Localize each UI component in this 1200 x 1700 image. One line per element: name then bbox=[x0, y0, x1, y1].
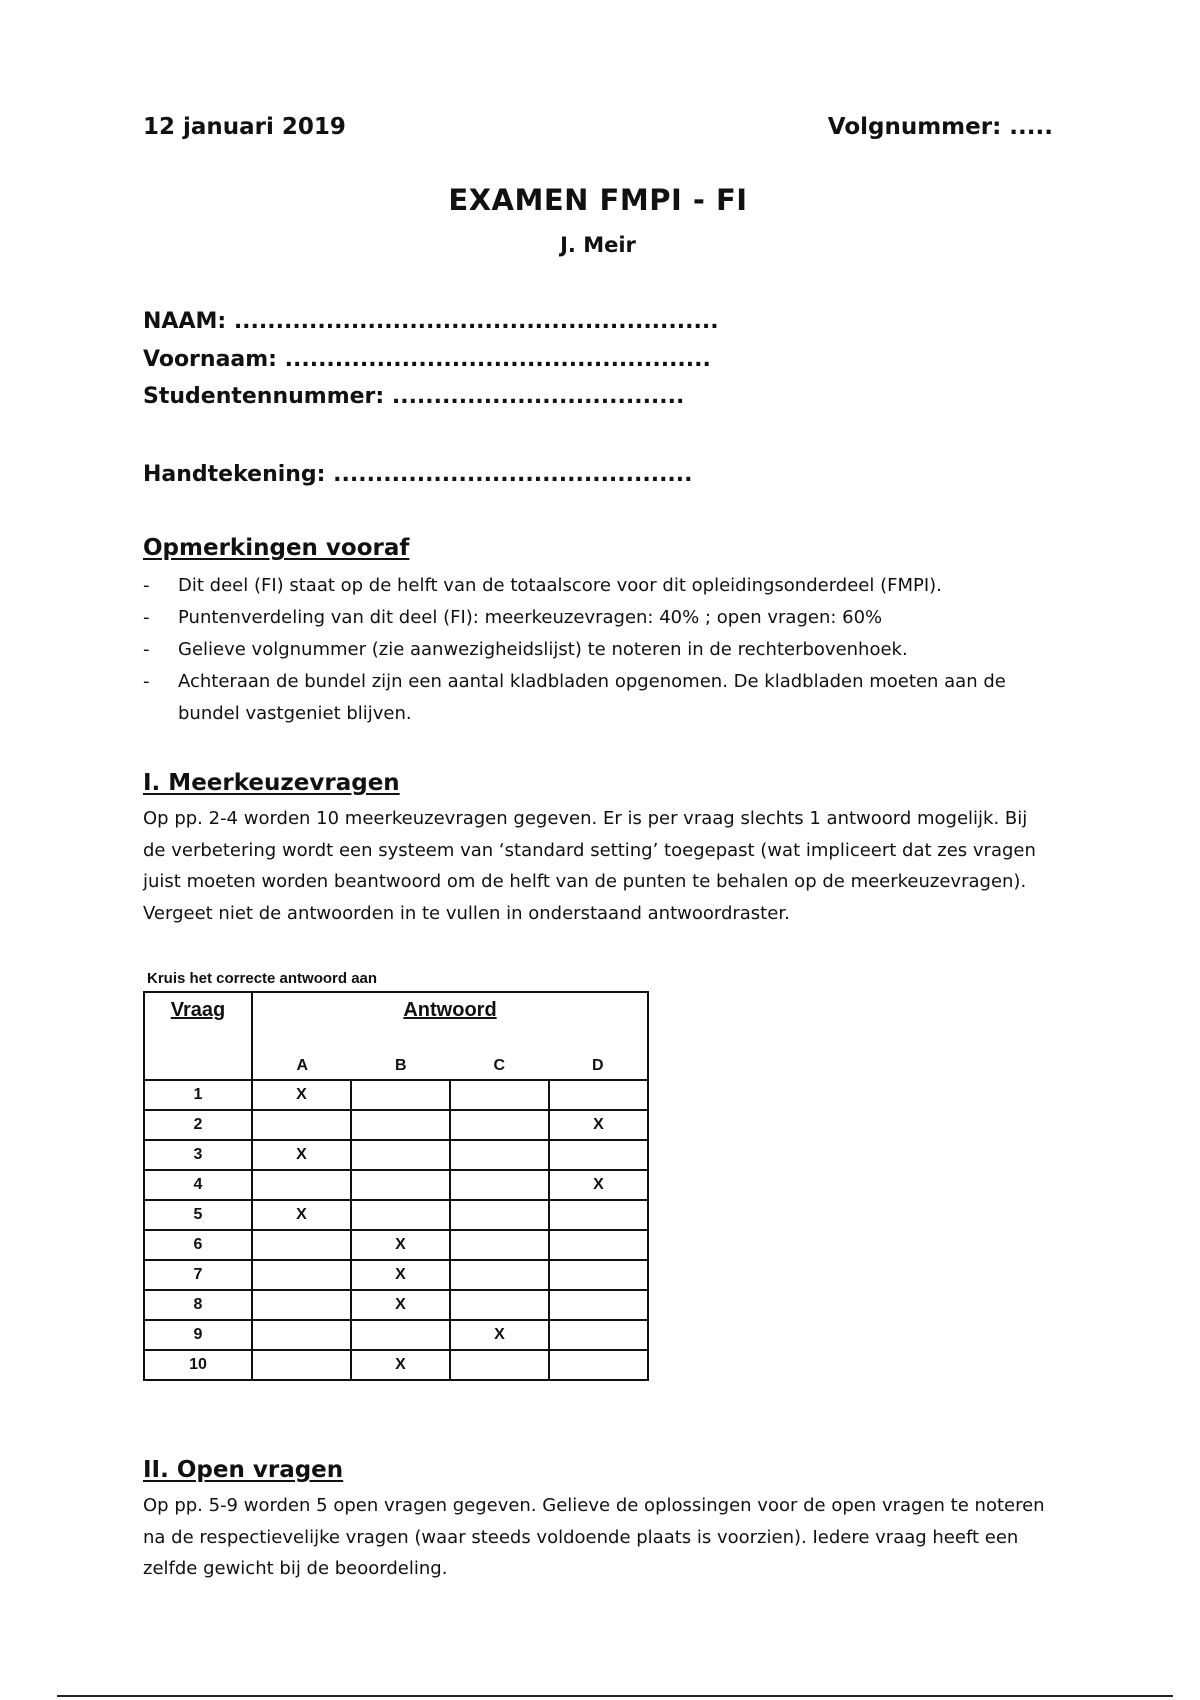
question-number: 7 bbox=[144, 1260, 252, 1290]
answer-cell-c[interactable] bbox=[450, 1080, 549, 1110]
footer-divider bbox=[57, 1695, 1173, 1697]
answer-cell-c[interactable] bbox=[450, 1290, 549, 1320]
option-b-label: B bbox=[394, 1057, 407, 1074]
answer-cell-c[interactable] bbox=[450, 1260, 549, 1290]
answer-cell-a[interactable] bbox=[252, 1230, 351, 1260]
answer-cell-a[interactable] bbox=[252, 1290, 351, 1320]
answer-cell-c[interactable] bbox=[450, 1320, 549, 1350]
table-row bbox=[144, 1200, 648, 1230]
answer-cell-a[interactable] bbox=[252, 1350, 351, 1380]
table-row bbox=[144, 1080, 648, 1110]
question-number: 5 bbox=[144, 1200, 252, 1230]
antwoord-label: Antwoord bbox=[403, 999, 497, 1021]
exam-title: EXAMEN FMPI - FI bbox=[448, 183, 748, 217]
answer-cell-d[interactable] bbox=[549, 1230, 648, 1260]
answer-cell-d[interactable] bbox=[549, 1290, 648, 1320]
answer-mark: X bbox=[494, 1326, 505, 1343]
bullet-dash: - bbox=[143, 639, 150, 660]
answer-mark: X bbox=[296, 1206, 307, 1223]
multiple-choice-heading: I. Meerkeuzevragen bbox=[143, 770, 400, 796]
option-letters bbox=[253, 1057, 647, 1075]
answer-cell-c[interactable] bbox=[450, 1200, 549, 1230]
answer-mark: X bbox=[296, 1146, 307, 1163]
open-questions-text: Op pp. 5-9 worden 5 open vragen gegeven. Gelieve de oplossingen voor de open vragen te noteren na de respectievelijke vragen (waar steeds voldoende plaats is voorzien). Iedere vraag heeft een zelfde gewicht bij de beoordeling. bbox=[143, 1495, 1045, 1579]
multiple-choice-text: Op pp. 2-4 worden 10 meerkeuzevragen gegeven. Er is per vraag slechts 1 antwoord mogelijk. Bij de verbetering wordt een systeem van ‘standard setting’ toegepast (wat impliceert dat zes vragen juist moeten worden beantwoord om de helft van de punten te behalen op de meerkeuzevragen). Vergeet niet de antwoorden in te vullen in onderstaand antwoordraster. bbox=[143, 808, 1036, 924]
question-number: 2 bbox=[144, 1110, 252, 1140]
answer-mark: X bbox=[395, 1356, 406, 1373]
voornaam-field: Voornaam: ................................................... bbox=[143, 347, 711, 372]
answer-cell-d[interactable] bbox=[549, 1200, 648, 1230]
answer-cell-a[interactable] bbox=[252, 1200, 351, 1230]
answer-cell-a[interactable] bbox=[252, 1140, 351, 1170]
answer-cell-b[interactable] bbox=[351, 1260, 450, 1290]
answer-mark: X bbox=[593, 1176, 604, 1193]
bullet-dash: - bbox=[143, 607, 150, 628]
vraag-label: Vraag bbox=[170, 999, 226, 1021]
studentennummer-field: Studentennummer: ................................... bbox=[143, 384, 685, 409]
vraag-header bbox=[144, 992, 252, 1080]
table-row bbox=[144, 1230, 648, 1260]
naam-field: NAAM: .......................................................... bbox=[143, 309, 719, 334]
answer-cell-c[interactable] bbox=[450, 1140, 549, 1170]
question-number: 8 bbox=[144, 1290, 252, 1320]
answer-cell-b[interactable] bbox=[351, 1200, 450, 1230]
bullet-dash: - bbox=[143, 671, 150, 692]
question-number: 9 bbox=[144, 1320, 252, 1350]
answer-mark: X bbox=[395, 1296, 406, 1313]
remark-item: - Gelieve volgnummer (zie aanwezigheidslijst) te noteren in de rechterbovenhoek. bbox=[143, 634, 1043, 666]
volgnummer-field: Volgnummer: ..... bbox=[827, 114, 1053, 140]
option-c-label: C bbox=[493, 1057, 506, 1074]
exam-author: J. Meir bbox=[560, 233, 636, 257]
option-d-label: D bbox=[591, 1057, 604, 1074]
table-row bbox=[144, 1140, 648, 1170]
question-number: 4 bbox=[144, 1170, 252, 1200]
answer-grid-body bbox=[144, 1080, 648, 1380]
answer-mark: X bbox=[395, 1236, 406, 1253]
answer-cell-b[interactable] bbox=[351, 1170, 450, 1200]
table-row bbox=[144, 1110, 648, 1140]
answer-cell-d[interactable] bbox=[549, 1110, 648, 1140]
answer-cell-a[interactable] bbox=[252, 1110, 351, 1140]
answer-cell-a[interactable] bbox=[252, 1320, 351, 1350]
answer-cell-c[interactable] bbox=[450, 1230, 549, 1260]
question-number: 6 bbox=[144, 1230, 252, 1260]
answer-cell-d[interactable] bbox=[549, 1260, 648, 1290]
question-number: 3 bbox=[144, 1140, 252, 1170]
answer-mark: X bbox=[395, 1266, 406, 1283]
table-row bbox=[144, 1320, 648, 1350]
option-a-label: A bbox=[296, 1057, 309, 1074]
answer-cell-d[interactable] bbox=[549, 1170, 648, 1200]
answer-cell-c[interactable] bbox=[450, 1170, 549, 1200]
answer-cell-a[interactable] bbox=[252, 1260, 351, 1290]
answer-cell-a[interactable] bbox=[252, 1080, 351, 1110]
answer-mark: X bbox=[593, 1116, 604, 1133]
question-number: 10 bbox=[144, 1350, 252, 1380]
table-row bbox=[144, 1260, 648, 1290]
exam-date: 12 januari 2019 bbox=[143, 114, 346, 140]
answer-grid bbox=[143, 991, 649, 1381]
answer-cell-d[interactable] bbox=[549, 1350, 648, 1380]
remark-item: - Puntenverdeling van dit deel (FI): meerkeuzevragen: 40% ; open vragen: 60% bbox=[143, 602, 1043, 634]
answer-cell-d[interactable] bbox=[549, 1140, 648, 1170]
antwoord-header bbox=[252, 992, 648, 1080]
handtekening-field: Handtekening: ........................................... bbox=[143, 462, 693, 487]
answer-cell-c[interactable] bbox=[450, 1350, 549, 1380]
table-row bbox=[144, 1170, 648, 1200]
answer-cell-b[interactable] bbox=[351, 1230, 450, 1260]
answer-cell-c[interactable] bbox=[450, 1110, 549, 1140]
remarks-heading: Opmerkingen vooraf bbox=[143, 535, 410, 561]
table-row bbox=[144, 1290, 648, 1320]
exam-cover-page bbox=[143, 0, 1053, 1700]
answer-cell-b[interactable] bbox=[351, 1110, 450, 1140]
remark-item: - Dit deel (FI) staat op de helft van de totaalscore voor dit opleidingsonderdeel (FMPI). bbox=[143, 570, 1043, 602]
answer-cell-b[interactable] bbox=[351, 1140, 450, 1170]
answer-mark: X bbox=[296, 1086, 307, 1103]
question-number: 1 bbox=[144, 1080, 252, 1110]
answer-cell-b[interactable] bbox=[351, 1080, 450, 1110]
table-caption: Kruis het correcte antwoord aan bbox=[147, 970, 378, 987]
answer-cell-d[interactable] bbox=[549, 1320, 648, 1350]
remarks-list bbox=[143, 570, 1043, 730]
answer-cell-d[interactable] bbox=[549, 1080, 648, 1110]
remark-item: - Achteraan de bundel zijn een aantal kladbladen opgenomen. De kladbladen moeten aan de bundel vastgeniet blijven. bbox=[143, 666, 1043, 730]
header-row bbox=[143, 114, 1053, 140]
answer-cell-a[interactable] bbox=[252, 1170, 351, 1200]
answer-cell-b[interactable] bbox=[351, 1350, 450, 1380]
bullet-dash: - bbox=[143, 575, 150, 596]
table-row bbox=[144, 1350, 648, 1380]
answer-cell-b[interactable] bbox=[351, 1290, 450, 1320]
open-questions-heading: II. Open vragen bbox=[143, 1457, 344, 1483]
answer-cell-b[interactable] bbox=[351, 1320, 450, 1350]
